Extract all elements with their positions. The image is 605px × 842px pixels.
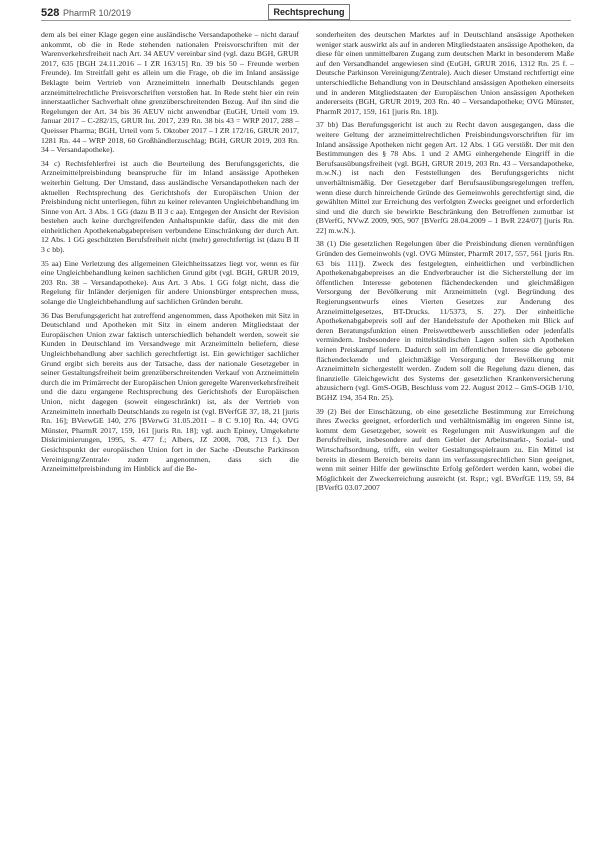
left-column [41,30,299,478]
page-header [0,0,605,22]
paragraph: dem als bei einer Klage gegen eine ausländische Versandapotheke – nicht darauf ankommt, ob die in Rede stehenden nationalen Preisvorschriften mit der Warenverkehrsfreiheit nach Art. 34 AEUV vereinbar sind (vgl. dazu BGH, GRUR 2017, 635 [BGH 24.11.2016 – I ZR 163/15] Rn. 39 bis 50 – Freunde werben Freunde). Im Streitfall geht es allein um die Frage, ob die im Inland ansässige Beklagte beim Vertrieb von Arzneimitteln innerhalb Deutschlands gegen arzneimittelrechtliche Preisvorschriften verstoßen hat. In Rede steht hier ein rein innerstaatlicher Sachverhalt ohne grenzüberschreitenden Bezug. Auf ihn sind die Regelungen der Art. 34 bis 36 AEUV nicht anwendbar (EuGH, Urteil vom 19. Januar 2017 – C-282/15, GRUR Int. 2017, 239 Rn. 38 bis 43 = WRP 2017, 288 – Queisser Pharma; BGH, Urteil vom 5. Oktober 2017 – I ZR 172/16, GRUR 2017, 1281 Rn. 44 – WRP 2018, 60 Großhändlerzuschlag; BGH, GRUR 2019, 203 Rn. 34 – Versandapotheke). [41,30,299,155]
header-rule [41,20,571,21]
paragraph: 38 (1) Die gesetzlichen Regelungen über die Preisbindung dienen vernünftigen Gründen des Gemeinwohls (vgl. OVG Münster, PharmR 2017, 557, 561 [juris Rn. 63 bis 111]). Zweck des festgelegten, einheitlichen und verbindlichen Apothekenabgabepreises an die Endverbraucher ist die Sicherstellung der im öffentlichen Interesse gebotenen flächendeckenden und gleichmäßigen Versorgung der Bevölkerung mit Arzneimitteln (vgl. Begründung des Regierungsentwurfs eines Vierten Gesetzes zur Änderung des Arzneimittelgesetzes, BT-Drucks. 11/5373, S. 27). Der einheitliche Apothekenabgabepreis soll auf der Handelsstufe der Apotheken mit Blick auf deren Beratungsfunktion einen Preiswettbewerb ausschließen oder jedenfalls vermindern. Insbesondere in mittelständischen Lagen sollen sich Apotheken keinen Preiskampf liefern. Dadurch soll im öffentlichen Interesse die gebotene flächendeckende und gleichmäßige Versorgung der Bevölkerung mit Arzneimitteln sichergestellt werden. Zudem soll die Regelung dazu dienen, das finanzielle Gleichgewicht des Systems der gesetzlichen Krankenversicherung abzusichern (vgl. GmS-OGB, Beschluss vom 22. August 2012 – GmS-OGB 1/10, BGHZ 194, 354 Rn. 25). [316,239,574,402]
paragraph: sonderheiten des deutschen Marktes auf in Deutschland ansässige Apotheken weniger stark auswirkt als auf in anderen Mitgliedstaaten ansässige Apotheken, da diese für einen unmittelbaren Zugang zum deutschen Markt in besonderem Maße auf den Versandhandel angewiesen sind (EuGH, GRUR 2016, 1312 Rn. 25 f. – Deutsche Parkinson Vereinigung/Zentrale). Auch dieser Umstand rechtfertigt eine unterschiedliche Behandlung von in Deutschland ansässigen Apotheken einerseits und in anderen Mitgliedstaaten der Europäischen Union ansässigen Apotheken andererseits (BGH, GRUR 2019, 203 Rn. 40 – Versandapotheke; OVG Münster, PharmR 2017, 159, 161 [juris Rn. 18]). [316,30,574,116]
paragraph: 34 c) Rechtsfehlerfrei ist auch die Beurteilung des Berufungsgerichts, die Arzneimittelpreisbindung beanspruche für im Inland ansässige Apotheken weiterhin Geltung. Der Umstand, dass ausländische Versandapotheken nach der aktuellen Rechtsprechung des Gerichtshofs der Europäischen Union der Preisbindung nicht unterliegen, führt zu keiner relevanten Ungleichbehandlung im Sinne von Art. 3 Abs. 1 GG (dazu B II 3 c aa). Entgegen der Ansicht der Revision bestehen auch keine durchgreifenden Anhaltspunkte dafür, dass die mit den einheitlichen Apothekenabgabepreisen verbundene Einschränkung der durch Art. 12 Abs. 1 GG geschützten Berufsfreiheit nicht (mehr) gerechtfertigt ist (dazu B II 3 c bb). [41,158,299,255]
right-column [316,30,574,497]
section-label: Rechtsprechung [268,4,350,20]
page-number: 528 [41,7,60,19]
journal-name: PharmR 10/2019 [63,8,132,18]
paragraph: 39 (2) Bei der Einschätzung, ob eine gesetzliche Bestimmung zur Erreichung ihres Zwecks geeignet, erforderlich und verhältnismäßig im engeren Sinne ist, kommt dem Gesetzgeber, soweit es Regelungen mit Auswirkungen auf die Berufsfreiheit, insbesondere auf dem Gebiet der Arbeitsmarkt-, Sozial- und Wirtschaftsordnung, trifft, ein weiter Gestaltungsspielraum zu. Ein Mittel ist bereits in diesem Bereich bereits dann im verfassungsrechtlichen Sinn geeignet, wenn mit seiner Hilfe der gewünschte Erfolg gefördert werden kann, wobei die Möglichkeit der Zweckerreichung ausreicht (st. Rspr.; vgl. BVerfGE 119, 59, 84 [BVerfG 03.07.2007 [316,406,574,493]
paragraph: 36 Das Berufungsgericht hat zutreffend angenommen, dass Apotheken mit Sitz in Deutschland und Apotheken mit Sitz in einem anderen Mitgliedstaat der Europäischen Union zwar faktisch unterschiedlich behandelt werden, soweit sie Kunden in Deutschland im Versandwege mit Arzneimitteln beliefern, diese Ungleichbehandlung aber sachlich gerechtfertigt ist. Ein gewichtiger sachlicher Grund ergibt sich bereits aus der Tatsache, dass der nationale Gesetzgeber in seiner Gestaltungsfreiheit beim grenzüberschreitenden Verkauf von Arzneimitteln durch die im Primärrecht der Europäischen Union geregelte Warenverkehrsfreiheit und die dazu ergangene Rechtsprechung des Gerichtshofs der Europäischen Union, nicht dagegen (soweit eingeschränkt) ist, als der Vertrieb von Arzneimitteln innerhalb Deutschlands zu regeln ist (vgl. BVerfGE 37, 18, 21 [juris Rn. 16]; BVerwGE 140, 276 [BVerwG 31.05.2011 – 8 C 9.10] Rn. 44; OVG Münster, PharmR 2017, 159, 161 [juris Rn. 18]; vgl. auch Epiney, Umgekehrte Diskriminierungen, 1995, S. 477 f.; Albers, JZ 2008, 708, 713 f.). Der Gesichtspunkt der europäischen Union fort in der Sache ›Deutsche Parkinson Vereinigung/Zentrale‹ zudem angenommen, dass sich die Arzneimittelpreisbindung im Hinblick auf die Be- [41,310,299,474]
paragraph: 35 aa) Eine Verletzung des allgemeinen Gleichheitssatzes liegt vor, wenn es für eine Ungleichbehandlung keinen sachlichen Grund gibt (vgl. BGH, GRUR 2019, 203 Rn. 38 – Versandapotheke). Aus Art. 3 Abs. 1 GG folgt nicht, dass die Regelung für Inländer derjenigen für andere Unionsbürger entsprechen muss, solange die Ungleichbehandlung auf sachlichen Gründen beruht. [41,258,299,307]
paragraph: 37 bb) Das Berufungsgericht ist auch zu Recht davon ausgegangen, dass die weitere Geltung der arzneimittelrechtlichen Preisbindungsvorschriften für im Inland ansässige Apotheken nicht gegen Art. 12 Abs. 1 GG verstößt. Der mit den Bestimmungen des § 78 Abs. 1 und 2 AMG einhergehende Eingriff in die Berufsausübungsfreiheit (vgl. BGH, GRUR 2019, 203 Rn. 43 – Versandapotheke, m.w.N.) ist nach den Feststellungen des Berufungsgerichts nicht unverhältnismäßig. Der Gesetzgeber darf Berufsausübungsregelungen treffen, wenn diese durch hinreichende Gründe des Gemeinwohls gerechtfertigt sind, die gewählten Mittel zur Erreichung des verfolgten Zwecks geeignet und erforderlich sind und die durch sie bewirkte Beschränkung den Betroffenen zumutbar ist (BVerfG, NVwZ 2009, 905, 907 [BVerfG 28.04.2009 – 1 BvR 224/07] [juris Rn. 22] m.w.N.). [316,120,574,235]
